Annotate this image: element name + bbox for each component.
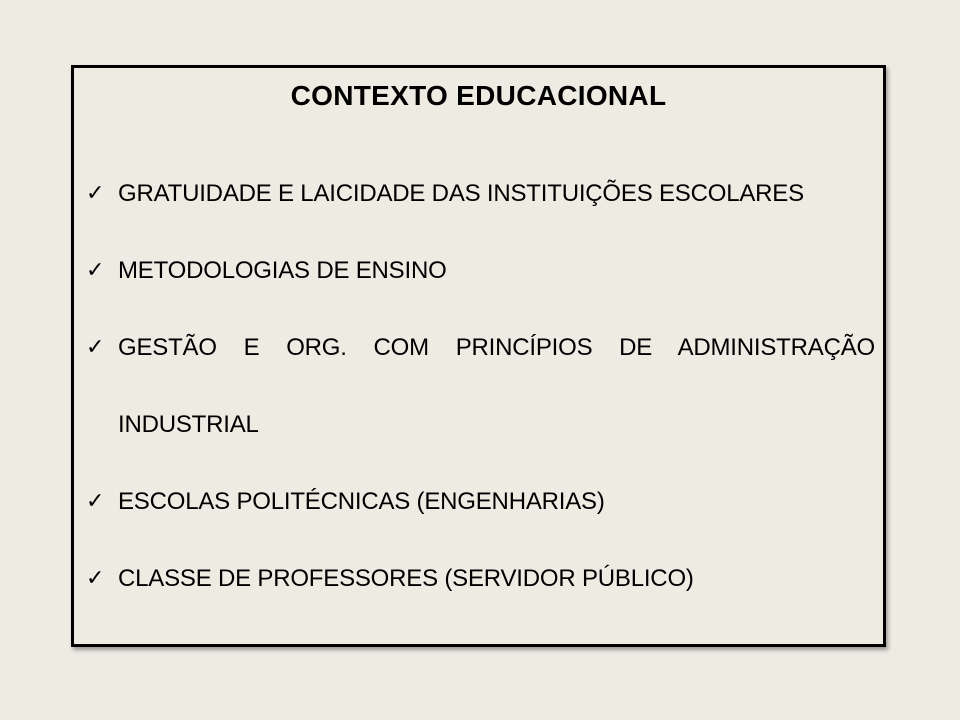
checkmark-icon: ✓ <box>86 335 105 360</box>
bullet-text: CLASSE DE PROFESSORES (SERVIDOR PÚBLICO) <box>118 565 694 592</box>
bullet-item <box>86 541 875 617</box>
bullet-text: GRATUIDADE E LAICIDADE DAS INSTITUIÇÕES ESCOLARES <box>118 180 804 207</box>
bullet-text: ESCOLAS POLITÉCNICAS (ENGENHARIAS) <box>118 488 605 515</box>
bullet-text: INDUSTRIAL <box>118 411 259 438</box>
checkmark-icon: ✓ <box>86 489 105 514</box>
bullet-text: METODOLOGIAS DE ENSINO <box>118 257 447 284</box>
bullet-item <box>86 233 875 309</box>
slide-title: CONTEXTO EDUCACIONAL <box>290 80 667 111</box>
bullet-continuation <box>86 387 875 463</box>
checkmark-icon: ✓ <box>86 258 105 283</box>
content-box <box>71 65 886 647</box>
checkmark-icon: ✓ <box>86 566 105 591</box>
bullet-item <box>86 156 875 232</box>
bullet-text: GESTÃO E ORG. COM PRINCÍPIOS DE ADMINISTRAÇÃO <box>118 334 875 361</box>
bullet-item <box>86 310 875 386</box>
bullet-item <box>86 464 875 540</box>
checkmark-icon: ✓ <box>86 181 105 206</box>
